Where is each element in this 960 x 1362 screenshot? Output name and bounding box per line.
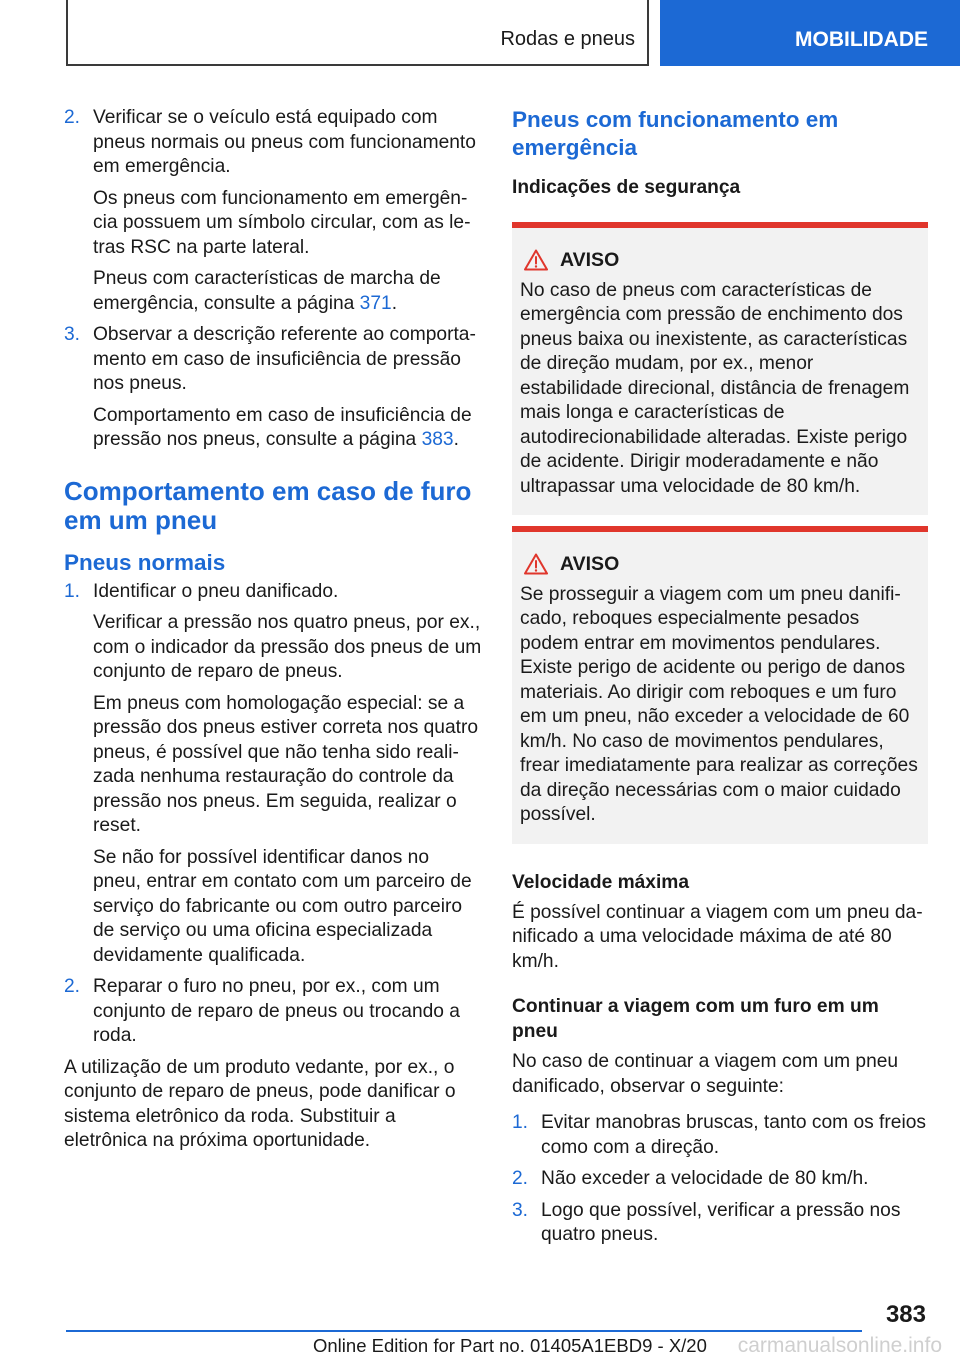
list-item	[512, 1111, 928, 1160]
step-number: 2.	[512, 1168, 529, 1189]
header-section-box	[66, 0, 649, 66]
speed-text: É possível continuar a viagem com um pneu danificado a uma velocidade máxima de até 80 km/h.	[512, 901, 923, 972]
steps-list-b	[64, 580, 482, 1049]
section-heading: Comportamento em caso de furo em um pneu	[64, 475, 472, 535]
step-number: 2.	[64, 107, 81, 128]
safety-heading: Indicações de segurança	[512, 177, 741, 198]
subsection-heading: Pneus normais	[64, 549, 226, 575]
warning-text: Se prosseguir a viagem com um pneu danificado, reboques especialmente pesados podem entrar em movimentos pendulares. Existe perigo de acidente ou perigo de danos materiais. Ao dirigir com reboques e um furo em um pneu, não exceder a velocidade de 60 km/h. No caso de movimentos pendulares, frear imediatamente para realizar as correções da direção necessárias com o maior cuidado possível.	[520, 583, 918, 825]
footer-edition: Online Edition for Part no. 01405A1EBD9 - X/20	[313, 1335, 707, 1356]
header-chapter-tab[interactable]	[660, 0, 960, 66]
step-text: Pneus com características de marcha de emergência, consulte a página 371.	[93, 268, 441, 314]
step-text: Os pneus com funcionamento em emergência possuem um símbolo circular, com as letras RSC na parte lateral.	[93, 187, 471, 258]
section-heading: Pneus com funcionamento em emergência	[512, 107, 839, 160]
step-number: 3.	[64, 324, 81, 345]
header-chapter-label: MOBILIDADE	[795, 28, 928, 51]
step-text: Reparar o furo no pneu, por ex., com um conjunto de reparo de pneus ou trocando a roda.	[93, 976, 460, 1046]
closing-paragraph: A utilização de um produto vedante, por ex., o conjunto de reparo de pneus, pode danificar o sistema eletrônico da roda. Substituir a eletrônica na próxima oportunidade.	[64, 1056, 456, 1151]
step-text: Logo que possível, verificar a pressão nos quatro pneus.	[541, 1199, 901, 1245]
header-section-title: Rodas e pneus	[500, 28, 635, 50]
warning-box	[512, 526, 928, 844]
steps-list-a	[64, 106, 482, 453]
step-text: Observar a descrição referente ao comportamento em caso de insuficiência de pressão nos pneus.	[93, 324, 476, 394]
list-item	[64, 323, 482, 453]
continue-heading: Continuar a viagem com um furo em um pneu	[512, 996, 879, 1042]
left-column	[64, 106, 482, 1154]
step-text: Verificar se o veículo está equipado com pneus normais ou pneus com funcionamento em emergência.	[93, 107, 476, 177]
list-item	[512, 1199, 928, 1248]
page-link[interactable]: 371	[359, 292, 392, 314]
page-number: 383	[885, 1301, 926, 1328]
right-column	[512, 106, 928, 1255]
watermark: carmanualsonline.info	[737, 1334, 942, 1357]
list-item	[512, 1167, 928, 1192]
step-text: Se não for possível identificar danos no pneu, entrar em contato com um parceiro de serviço do fabricante ou com outro parceiro de serviço ou uma oficina especializada devidamente qualificada.	[93, 846, 472, 966]
step-text: Evitar manobras bruscas, tanto com os freios como com a direção.	[541, 1112, 926, 1158]
step-number: 1.	[512, 1112, 529, 1133]
warning-text: No caso de pneus com características de emergência com pressão de enchimento dos pneus baixa ou inexistente, as características de direção mudam, por ex., menor estabilidade direcional, distância de frenagem mais longa e características de autodirecionabilidade alteradas. Existe perigo de acidente. Dirigir moderadamente e não ultrapassar uma velocidade de 80 km/h.	[520, 279, 910, 497]
step-number: 1.	[64, 580, 81, 602]
warning-title	[520, 248, 920, 273]
warning-label: AVISO	[560, 553, 620, 575]
warning-label: AVISO	[560, 249, 620, 271]
step-text: Comportamento em caso de insuficiência de pressão nos pneus, consulte a página 383.	[93, 404, 472, 450]
step-number: 3.	[512, 1199, 529, 1221]
step-text: Em pneus com homologação especial: se a pressão dos pneus estiver correta nos quatro pneus, é possível que não tenha sido realizada nenhuma restauração do controle da pressão nos pneus. Em seguida, realizar o reset.	[93, 692, 479, 836]
step-text: Identificar o pneu danificado.	[93, 580, 339, 602]
list-item	[64, 106, 482, 316]
speed-heading: Velocidade máxima	[512, 871, 690, 893]
warning-title	[520, 552, 920, 577]
warning-triangle-icon	[524, 553, 548, 575]
continue-text: No caso de continuar a viagem com um pneu danificado, observar o seguinte:	[512, 1051, 899, 1097]
warning-triangle-icon	[524, 249, 548, 271]
list-item	[64, 975, 482, 1049]
page-link[interactable]: 383	[421, 429, 454, 450]
warning-box	[512, 222, 928, 515]
step-text: Não exceder a velocidade de 80 km/h.	[541, 1168, 869, 1189]
list-item	[64, 580, 482, 969]
continue-list	[512, 1111, 928, 1248]
footer-divider	[66, 1330, 862, 1332]
step-text: Verificar a pressão nos quatro pneus, por ex., com o indicador da pressão dos pneus de um conjunto de reparo de pneus.	[93, 612, 482, 682]
step-number: 2.	[64, 976, 81, 997]
